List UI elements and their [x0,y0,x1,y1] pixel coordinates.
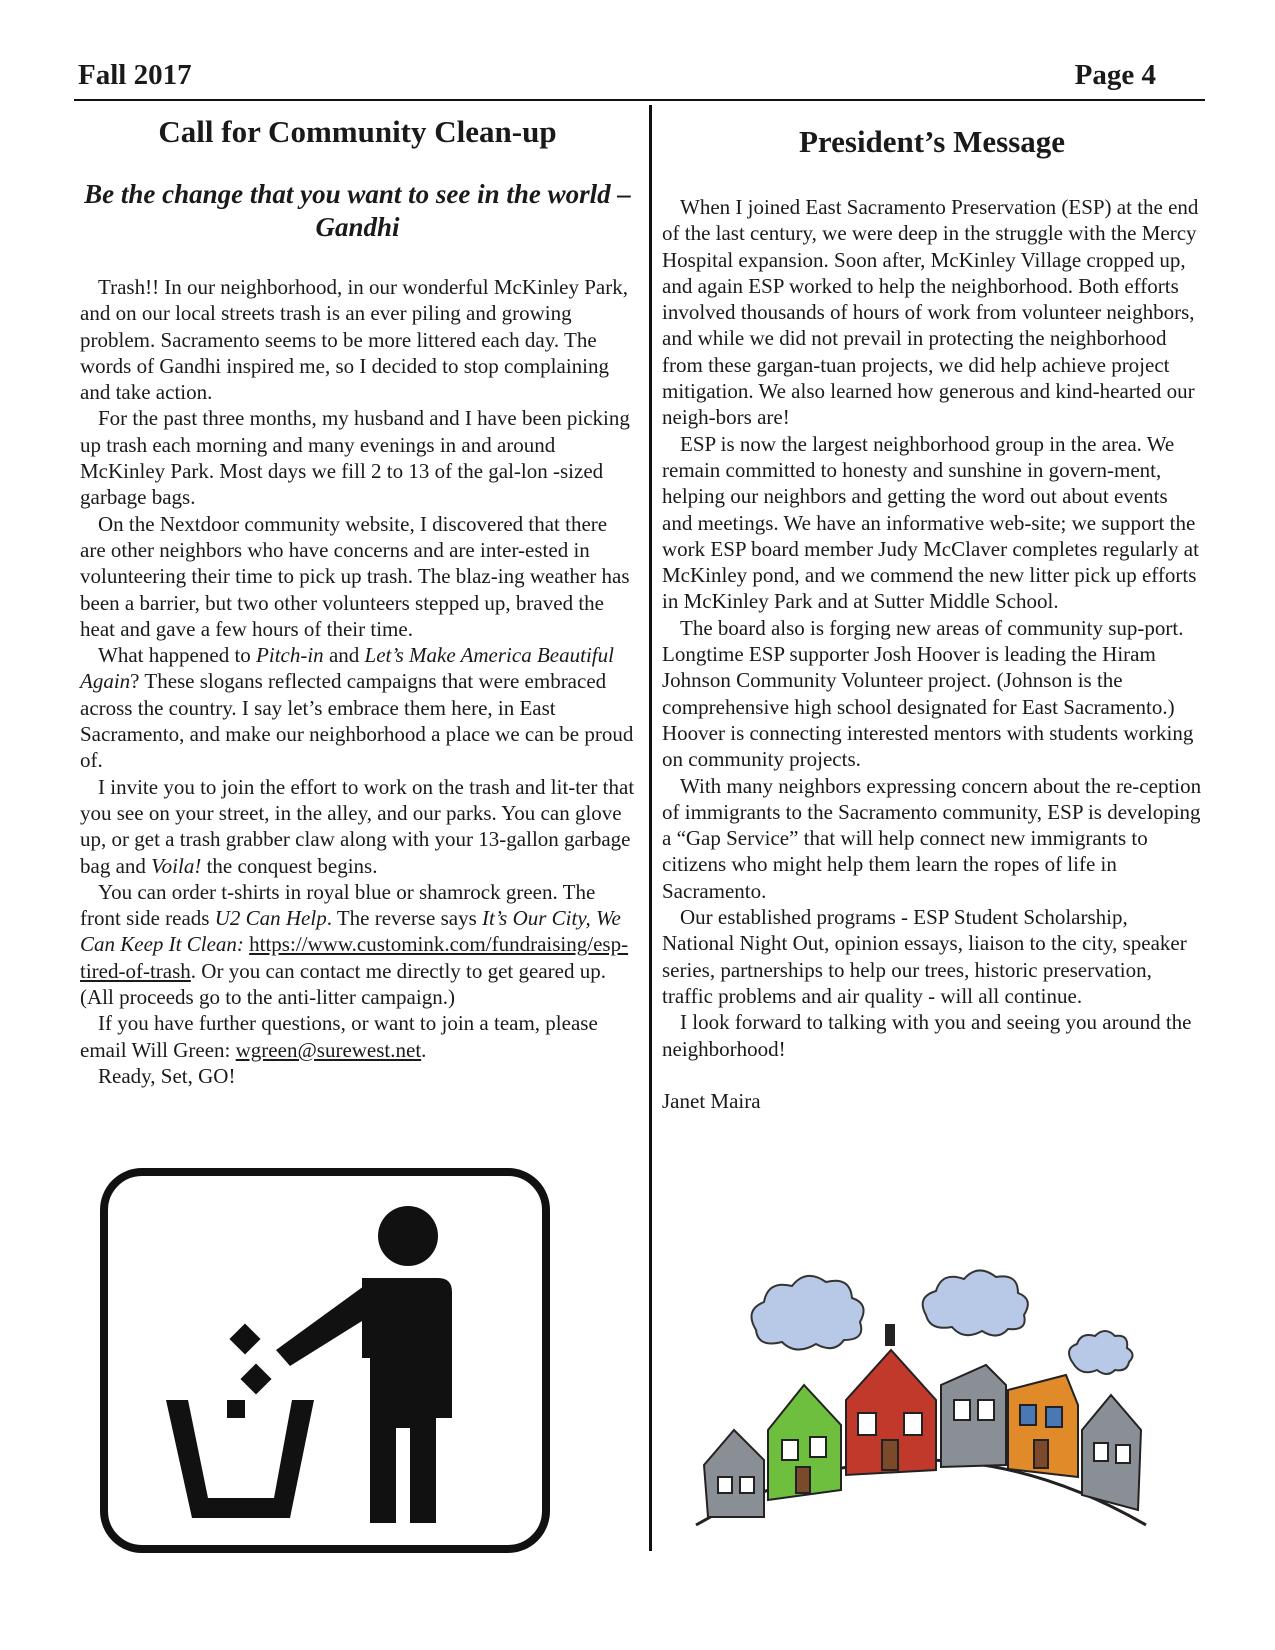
paragraph: Our established programs - ESP Student Scholarship, National Night Out, opinion essays, liaison to the city, speaker series, partnerships to help our trees, historic preservation, traffic problems and air quality - will all continue. [662,905,1187,1008]
neighborhood-houses-icon [686,1255,1156,1535]
house-icon [1082,1395,1141,1510]
cloud-icon [752,1270,1133,1374]
paragraph: With many neighbors expressing concern about the re-ception of immigrants to the Sacramento community, ESP is developing a “Gap Service” that will help connect new immigrants to citizens who might help them learn the ropes of life in Sacramento. [662,773,1202,903]
presidents-title: President’s Message [798,124,1066,159]
slogan-pitch-in: Pitch-in [256,643,324,668]
shirt-front-text: U2 Can Help [214,906,327,931]
paragraph: I invite you to join the effort to work on the trash and lit-ter that you see on your street, in the alley, and our parks. You can glove up, or get a trash grabber claw along with your 13-gallon garbage bag and Voila! the conquest begins. [80,774,635,878]
page-header [74,58,1204,94]
presidents-body [662,194,1202,1062]
cleanup-article [80,110,635,1089]
slogan-beautiful: Let’s Make America Beautiful Again [80,643,614,694]
column-divider [649,105,652,1551]
paragraph: The board also is forging new areas of community sup-port. Longtime ESP supporter Josh Hoover is leading the Hiram Johnson Community Volunteer project. (Johnson is the comprehensive high school designated for East Sacramento.) Hoover is connecting interested mentors with students working on community projects. [662,615,1194,772]
issue-season: Fall 2017 [78,59,192,91]
paragraph: On the Nextdoor community website, I discovered that there are other neighbors who have concerns and are inter-ested in volunteering their time to pick up trash. The blaz-ing weather has been a barrier, but two other volunteers stepped up, braved the heat and gave a few hours of their time. [80,511,630,641]
paragraph: Ready, Set, GO! [98,1063,236,1088]
gandhi-quote: Be the change that you want to see in the world – Gandhi [84,179,631,242]
page-number: Page 4 [1074,59,1156,91]
house-icon [768,1385,841,1500]
signature: Janet Maira [662,1088,761,1113]
cleanup-title: Call for Community Clean-up [158,114,557,149]
cleanup-body [80,274,635,1089]
presidents-message [662,110,1202,1114]
email-link[interactable]: wgreen@surewest.net [235,1037,422,1062]
house-icon [704,1430,764,1517]
house-icon [1008,1375,1078,1477]
house-icon [846,1325,936,1475]
house-icon [941,1365,1006,1467]
paragraph: I look forward to talking with you and seeing you around the neighborhood! [662,1010,1192,1061]
paragraph: Trash!! In our neighborhood, in our wonderful McKinley Park, and on our local streets trash is an ever piling and growing problem. Sacramento seems to be more littered each day. The words of Gandhi inspired me, so I decided to stop complaining and take action. [80,275,628,405]
shirt-back-text: It’s Our City, We Can Keep It Clean: [80,906,621,957]
paragraph: If you have further questions, or want to join a team, please email Will Green: wgreen@surewest.net. [80,1011,598,1062]
voila-text: Voila! [151,853,202,878]
paragraph: What happened to Pitch-in and Let’s Make America Beautiful Again? These slogans reflected campaigns that were embraced across the country. I say let’s embrace them here, in East Sacramento, and make our neighborhood a place we can be proud of. [80,643,634,773]
header-rule [74,99,1205,101]
paragraph: ESP is now the largest neighborhood group in the area. We remain committed to honesty and sunshine in govern-ment, helping our neighbors and getting the word out about events and meetings. We have an informative web-site; we support the work ESP board member Judy McClaver completes regularly at McKinley pond, and we commend the new litter pick up efforts in McKinley Park and at Sutter Middle School. [662,431,1199,614]
paragraph: You can order t-shirts in royal blue or shamrock green. The front side reads U2 Can Help. The reverse says It’s Our City, We Can Keep It Clean: https://www.customink.com/fundraising/esp-tired-of-trash. Or you can contact me directly to get geared up. (All proceeds go to the anti-litter campaign.) [80,879,629,1010]
fundraising-link[interactable]: https://www.customink.com/fundraising/esp-tired-of-trash [80,932,629,983]
trash-bin-person-icon [100,1168,550,1553]
paragraph: When I joined East Sacramento Preservation (ESP) at the end of the last century, we were deep in the struggle with the Mercy Hospital expansion. Soon after, McKinley Village cropped up, and again ESP worked to help the neighborhood. Both efforts involved thousands of hours of work from volunteer neighbors, and while we did not prevail in protecting the neighborhood from these gargan-tuan projects, we did help achieve project mitigation. We also learned how generous and kind-hearted our neigh-bors are! [662,195,1199,430]
paragraph: For the past three months, my husband and I have been picking up trash each morning and many evenings in and around McKinley Park. Most days we fill 2 to 13 of the gal-lon -sized garbage bags. [80,406,630,510]
